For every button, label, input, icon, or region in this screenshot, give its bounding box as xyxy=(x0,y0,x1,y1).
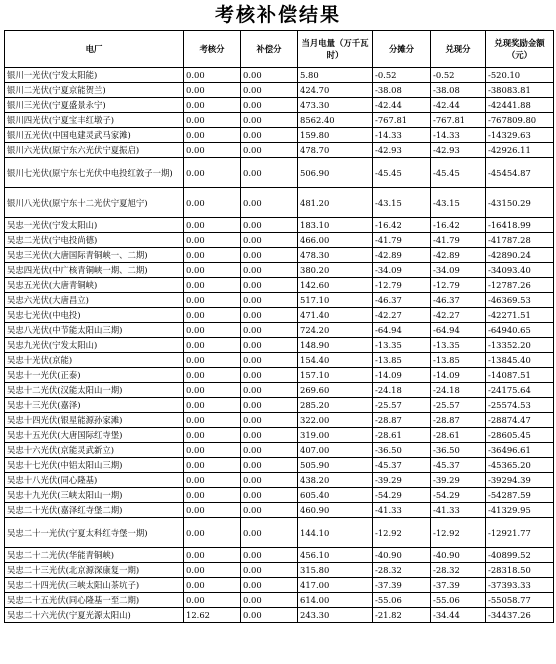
settled-score-cell: -46.37 xyxy=(431,293,486,308)
allocated-score-cell: -28.87 xyxy=(373,413,431,428)
table-body xyxy=(5,68,554,623)
table-row xyxy=(5,608,554,623)
assessment-score-cell: 0.00 xyxy=(184,158,241,188)
plant-name-cell: 吴忠二十一光伏(宁夏太科红寺堡一期) xyxy=(5,518,184,548)
plant-name-cell: 吴忠五光伏(大唐青铜峡) xyxy=(5,278,184,293)
reward-amount-cell: -34437.26 xyxy=(486,608,554,623)
reward-amount-cell: -520.10 xyxy=(486,68,554,83)
monthly-energy-cell: 481.20 xyxy=(298,188,373,218)
table-row xyxy=(5,458,554,473)
reward-amount-cell: -25574.53 xyxy=(486,398,554,413)
table-row xyxy=(5,323,554,338)
allocated-score-cell: -43.15 xyxy=(373,188,431,218)
assessment-score-cell: 0.00 xyxy=(184,293,241,308)
assessment-score-cell: 0.00 xyxy=(184,368,241,383)
compensation-score-cell: 0.00 xyxy=(241,263,298,278)
monthly-energy-cell: 157.10 xyxy=(298,368,373,383)
reward-amount-cell: -28874.47 xyxy=(486,413,554,428)
table-row xyxy=(5,548,554,563)
settled-score-cell: -28.61 xyxy=(431,428,486,443)
plant-name-cell: 吴忠四光伏(中广核青铜峡一期、二期) xyxy=(5,263,184,278)
compensation-score-cell: 0.00 xyxy=(241,353,298,368)
settled-score-cell: -54.29 xyxy=(431,488,486,503)
table-row xyxy=(5,398,554,413)
reward-amount-cell: -28318.50 xyxy=(486,563,554,578)
settled-score-cell: -14.33 xyxy=(431,128,486,143)
allocated-score-cell: -767.81 xyxy=(373,113,431,128)
reward-amount-cell: -41787.28 xyxy=(486,233,554,248)
compensation-score-cell: 0.00 xyxy=(241,548,298,563)
compensation-score-cell: 0.00 xyxy=(241,503,298,518)
reward-amount-cell: -13352.20 xyxy=(486,338,554,353)
monthly-energy-cell: 142.60 xyxy=(298,278,373,293)
allocated-score-cell: -13.35 xyxy=(373,338,431,353)
reward-amount-cell: -767809.80 xyxy=(486,113,554,128)
monthly-energy-cell: 605.40 xyxy=(298,488,373,503)
table-row xyxy=(5,263,554,278)
settled-score-cell: -767.81 xyxy=(431,113,486,128)
plant-name-cell: 吴忠二十五光伏(同心隆基一至二期) xyxy=(5,593,184,608)
assessment-score-cell: 0.00 xyxy=(184,128,241,143)
allocated-score-cell: -55.06 xyxy=(373,593,431,608)
monthly-energy-cell: 614.00 xyxy=(298,593,373,608)
compensation-score-cell: 0.00 xyxy=(241,158,298,188)
assessment-score-cell: 0.00 xyxy=(184,503,241,518)
plant-name-cell: 吴忠七光伏(中电投) xyxy=(5,308,184,323)
monthly-energy-cell: 473.30 xyxy=(298,98,373,113)
compensation-score-cell: 0.00 xyxy=(241,143,298,158)
settled-score-cell: -14.09 xyxy=(431,368,486,383)
compensation-score-cell: 0.00 xyxy=(241,83,298,98)
plant-name-cell: 吴忠十四光伏(银星能源孙家滩) xyxy=(5,413,184,428)
monthly-energy-cell: 460.90 xyxy=(298,503,373,518)
monthly-energy-cell: 724.20 xyxy=(298,323,373,338)
allocated-score-cell: -25.57 xyxy=(373,398,431,413)
monthly-energy-cell: 407.00 xyxy=(298,443,373,458)
settled-score-cell: -37.39 xyxy=(431,578,486,593)
assessment-score-cell: 0.00 xyxy=(184,428,241,443)
table-row xyxy=(5,188,554,218)
table-row xyxy=(5,503,554,518)
settled-score-cell: -43.15 xyxy=(431,188,486,218)
settled-score-cell: -28.87 xyxy=(431,413,486,428)
monthly-energy-cell: 417.00 xyxy=(298,578,373,593)
allocated-score-cell: -14.33 xyxy=(373,128,431,143)
settled-score-cell: -28.32 xyxy=(431,563,486,578)
settled-score-cell: -36.50 xyxy=(431,443,486,458)
compensation-score-cell: 0.00 xyxy=(241,593,298,608)
assessment-score-cell: 0.00 xyxy=(184,68,241,83)
table-row xyxy=(5,278,554,293)
reward-amount-cell: -36496.61 xyxy=(486,443,554,458)
plant-name-cell: 吴忠二十二光伏(华能青铜峡) xyxy=(5,548,184,563)
assessment-score-cell: 0.00 xyxy=(184,443,241,458)
settled-score-cell: -41.79 xyxy=(431,233,486,248)
reward-amount-cell: -42441.88 xyxy=(486,98,554,113)
monthly-energy-cell: 506.90 xyxy=(298,158,373,188)
plant-name-cell: 吴忠十光伏(京能) xyxy=(5,353,184,368)
assessment-score-cell: 0.00 xyxy=(184,218,241,233)
assessment-score-cell: 0.00 xyxy=(184,188,241,218)
reward-amount-cell: -14329.63 xyxy=(486,128,554,143)
header-monthly-energy: 当月电量（万千瓦时） xyxy=(298,31,373,68)
reward-amount-cell: -41329.95 xyxy=(486,503,554,518)
assessment-score-cell: 0.00 xyxy=(184,263,241,278)
monthly-energy-cell: 269.60 xyxy=(298,383,373,398)
plant-name-cell: 吴忠二十四光伏(三峡太阳山茶坑子) xyxy=(5,578,184,593)
reward-amount-cell: -34093.40 xyxy=(486,263,554,278)
monthly-energy-cell: 380.20 xyxy=(298,263,373,278)
plant-name-cell: 银川三光伏(宁夏盛景永宁) xyxy=(5,98,184,113)
reward-amount-cell: -16418.99 xyxy=(486,218,554,233)
reward-amount-cell: -40899.52 xyxy=(486,548,554,563)
plant-name-cell: 吴忠十七光伏(中铝太阳山三期) xyxy=(5,458,184,473)
table-row xyxy=(5,353,554,368)
reward-amount-cell: -55058.77 xyxy=(486,593,554,608)
table-row xyxy=(5,68,554,83)
assessment-score-cell: 0.00 xyxy=(184,488,241,503)
reward-amount-cell: -37393.33 xyxy=(486,578,554,593)
reward-amount-cell: -28605.45 xyxy=(486,428,554,443)
reward-amount-cell: -14087.51 xyxy=(486,368,554,383)
settled-score-cell: -40.90 xyxy=(431,548,486,563)
allocated-score-cell: -40.90 xyxy=(373,548,431,563)
compensation-score-cell: 0.00 xyxy=(241,98,298,113)
monthly-energy-cell: 456.10 xyxy=(298,548,373,563)
allocated-score-cell: -38.08 xyxy=(373,83,431,98)
monthly-energy-cell: 517.10 xyxy=(298,293,373,308)
assessment-score-cell: 0.00 xyxy=(184,353,241,368)
table-row xyxy=(5,233,554,248)
table-row xyxy=(5,428,554,443)
table-row xyxy=(5,563,554,578)
compensation-score-cell: 0.00 xyxy=(241,578,298,593)
compensation-score-cell: 0.00 xyxy=(241,323,298,338)
reward-amount-cell: -12787.26 xyxy=(486,278,554,293)
monthly-energy-cell: 159.80 xyxy=(298,128,373,143)
assessment-score-cell: 0.00 xyxy=(184,98,241,113)
plant-name-cell: 吴忠六光伏(大唐昌立) xyxy=(5,293,184,308)
assessment-score-cell: 0.00 xyxy=(184,338,241,353)
reward-amount-cell: -42271.51 xyxy=(486,308,554,323)
header-allocated-score: 分摊分 xyxy=(373,31,431,68)
plant-name-cell: 吴忠八光伏(中节能太阳山三期) xyxy=(5,323,184,338)
compensation-score-cell: 0.00 xyxy=(241,233,298,248)
monthly-energy-cell: 154.40 xyxy=(298,353,373,368)
plant-name-cell: 银川一光伏(宁发太阳能) xyxy=(5,68,184,83)
settled-score-cell: -16.42 xyxy=(431,218,486,233)
assessment-score-cell: 0.00 xyxy=(184,458,241,473)
table-row xyxy=(5,383,554,398)
header-plant: 电厂 xyxy=(5,31,184,68)
table-row xyxy=(5,293,554,308)
plant-name-cell: 吴忠二十光伏(嘉泽红寺堡二期) xyxy=(5,503,184,518)
compensation-score-cell: 0.00 xyxy=(241,443,298,458)
assessment-score-cell: 0.00 xyxy=(184,233,241,248)
plant-name-cell: 吴忠二十三光伏(北京源深康复一期) xyxy=(5,563,184,578)
settled-score-cell: -38.08 xyxy=(431,83,486,98)
compensation-score-cell: 0.00 xyxy=(241,113,298,128)
compensation-score-cell: 0.00 xyxy=(241,218,298,233)
settled-score-cell: -0.52 xyxy=(431,68,486,83)
table-row xyxy=(5,488,554,503)
plant-name-cell: 吴忠二十六光伏(宁夏光源太阳山) xyxy=(5,608,184,623)
reward-amount-cell: -54287.59 xyxy=(486,488,554,503)
settled-score-cell: -12.79 xyxy=(431,278,486,293)
plant-name-cell: 吴忠十二光伏(汉能太阳山一期) xyxy=(5,383,184,398)
assessment-score-cell: 0.00 xyxy=(184,143,241,158)
table-row xyxy=(5,143,554,158)
plant-name-cell: 银川六光伏(原宁东六光伏宁夏振启) xyxy=(5,143,184,158)
allocated-score-cell: -41.33 xyxy=(373,503,431,518)
allocated-score-cell: -34.09 xyxy=(373,263,431,278)
reward-amount-cell: -45454.87 xyxy=(486,158,554,188)
settled-score-cell: -41.33 xyxy=(431,503,486,518)
reward-amount-cell: -46369.53 xyxy=(486,293,554,308)
settled-score-cell: -39.29 xyxy=(431,473,486,488)
settled-score-cell: -34.44 xyxy=(431,608,486,623)
allocated-score-cell: -54.29 xyxy=(373,488,431,503)
compensation-score-cell: 0.00 xyxy=(241,518,298,548)
allocated-score-cell: -64.94 xyxy=(373,323,431,338)
allocated-score-cell: -21.82 xyxy=(373,608,431,623)
assessment-score-cell: 0.00 xyxy=(184,308,241,323)
plant-name-cell: 银川二光伏(宁夏京能贺兰) xyxy=(5,83,184,98)
settled-score-cell: -42.89 xyxy=(431,248,486,263)
table-row xyxy=(5,413,554,428)
assessment-score-cell: 0.00 xyxy=(184,473,241,488)
plant-name-cell: 银川五光伏(中国电建灵武马家滩) xyxy=(5,128,184,143)
reward-amount-cell: -64940.65 xyxy=(486,323,554,338)
settled-score-cell: -42.93 xyxy=(431,143,486,158)
reward-amount-cell: -24175.64 xyxy=(486,383,554,398)
compensation-score-cell: 0.00 xyxy=(241,293,298,308)
settled-score-cell: -25.57 xyxy=(431,398,486,413)
compensation-score-cell: 0.00 xyxy=(241,428,298,443)
compensation-score-cell: 0.00 xyxy=(241,458,298,473)
assessment-score-cell: 0.00 xyxy=(184,578,241,593)
reward-amount-cell: -13845.40 xyxy=(486,353,554,368)
allocated-score-cell: -39.29 xyxy=(373,473,431,488)
header-settled-score: 兑现分 xyxy=(431,31,486,68)
monthly-energy-cell: 8562.40 xyxy=(298,113,373,128)
monthly-energy-cell: 478.70 xyxy=(298,143,373,158)
table-row xyxy=(5,113,554,128)
allocated-score-cell: -45.45 xyxy=(373,158,431,188)
monthly-energy-cell: 148.90 xyxy=(298,338,373,353)
settled-score-cell: -45.37 xyxy=(431,458,486,473)
monthly-energy-cell: 144.10 xyxy=(298,518,373,548)
plant-name-cell: 吴忠三光伏(大唐国际青铜峡一、二期) xyxy=(5,248,184,263)
allocated-score-cell: -42.27 xyxy=(373,308,431,323)
plant-name-cell: 银川四光伏(宁夏宝丰红墩子) xyxy=(5,113,184,128)
plant-name-cell: 吴忠十八光伏(同心隆基) xyxy=(5,473,184,488)
allocated-score-cell: -13.85 xyxy=(373,353,431,368)
plant-name-cell: 银川七光伏(原宁东七光伏中电投红敦子一期) xyxy=(5,158,184,188)
compensation-score-cell: 0.00 xyxy=(241,278,298,293)
table-row xyxy=(5,218,554,233)
compensation-score-cell: 0.00 xyxy=(241,608,298,623)
settled-score-cell: -24.18 xyxy=(431,383,486,398)
allocated-score-cell: -42.44 xyxy=(373,98,431,113)
reward-amount-cell: -39294.39 xyxy=(486,473,554,488)
assessment-score-cell: 0.00 xyxy=(184,518,241,548)
monthly-energy-cell: 243.30 xyxy=(298,608,373,623)
reward-amount-cell: -42926.11 xyxy=(486,143,554,158)
compensation-score-cell: 0.00 xyxy=(241,413,298,428)
compensation-score-cell: 0.00 xyxy=(241,248,298,263)
assessment-score-cell: 0.00 xyxy=(184,563,241,578)
assessment-score-cell: 0.00 xyxy=(184,248,241,263)
compensation-score-cell: 0.00 xyxy=(241,368,298,383)
assessment-score-cell: 12.62 xyxy=(184,608,241,623)
settled-score-cell: -12.92 xyxy=(431,518,486,548)
table-row xyxy=(5,473,554,488)
settled-score-cell: -42.27 xyxy=(431,308,486,323)
monthly-energy-cell: 466.00 xyxy=(298,233,373,248)
monthly-energy-cell: 183.10 xyxy=(298,218,373,233)
plant-name-cell: 吴忠十六光伏(京能灵武新立) xyxy=(5,443,184,458)
table-row xyxy=(5,248,554,263)
plant-name-cell: 吴忠一光伏(宁发太阳山) xyxy=(5,218,184,233)
monthly-energy-cell: 424.70 xyxy=(298,83,373,98)
plant-name-cell: 吴忠二光伏(宁电投尚德) xyxy=(5,233,184,248)
assessment-score-cell: 0.00 xyxy=(184,278,241,293)
allocated-score-cell: -41.79 xyxy=(373,233,431,248)
compensation-score-cell: 0.00 xyxy=(241,308,298,323)
allocated-score-cell: -12.92 xyxy=(373,518,431,548)
compensation-score-cell: 0.00 xyxy=(241,128,298,143)
monthly-energy-cell: 478.30 xyxy=(298,248,373,263)
settled-score-cell: -45.45 xyxy=(431,158,486,188)
allocated-score-cell: -45.37 xyxy=(373,458,431,473)
compensation-score-cell: 0.00 xyxy=(241,398,298,413)
settled-score-cell: -55.06 xyxy=(431,593,486,608)
plant-name-cell: 吴忠十三光伏(嘉泽) xyxy=(5,398,184,413)
page-title: 考核补偿结果 xyxy=(214,4,341,26)
reward-amount-cell: -38083.81 xyxy=(486,83,554,98)
settled-score-cell: -64.94 xyxy=(431,323,486,338)
table-row xyxy=(5,308,554,323)
compensation-score-cell: 0.00 xyxy=(241,488,298,503)
compensation-score-cell: 0.00 xyxy=(241,188,298,218)
allocated-score-cell: -36.50 xyxy=(373,443,431,458)
table-row xyxy=(5,518,554,548)
reward-amount-cell: -43150.29 xyxy=(486,188,554,218)
header-reward-amount: 兑现奖励金额（元） xyxy=(486,31,554,68)
plant-name-cell: 银川八光伏(原宁东十二光伏宁夏旭宁) xyxy=(5,188,184,218)
plant-name-cell: 吴忠十五光伏(大唐国际红寺堡) xyxy=(5,428,184,443)
assessment-score-cell: 0.00 xyxy=(184,593,241,608)
compensation-score-cell: 0.00 xyxy=(241,338,298,353)
settled-score-cell: -34.09 xyxy=(431,263,486,278)
assessment-score-cell: 0.00 xyxy=(184,398,241,413)
monthly-energy-cell: 315.80 xyxy=(298,563,373,578)
allocated-score-cell: -24.18 xyxy=(373,383,431,398)
reward-amount-cell: -12921.77 xyxy=(486,518,554,548)
reward-amount-cell: -42890.24 xyxy=(486,248,554,263)
assessment-score-cell: 0.00 xyxy=(184,323,241,338)
monthly-energy-cell: 505.90 xyxy=(298,458,373,473)
table-row xyxy=(5,578,554,593)
compensation-score-cell: 0.00 xyxy=(241,563,298,578)
assessment-score-cell: 0.00 xyxy=(184,413,241,428)
allocated-score-cell: -12.79 xyxy=(373,278,431,293)
allocated-score-cell: -42.89 xyxy=(373,248,431,263)
monthly-energy-cell: 471.40 xyxy=(298,308,373,323)
allocated-score-cell: -37.39 xyxy=(373,578,431,593)
compensation-score-cell: 0.00 xyxy=(241,68,298,83)
monthly-energy-cell: 5.80 xyxy=(298,68,373,83)
table-row xyxy=(5,338,554,353)
assessment-score-cell: 0.00 xyxy=(184,113,241,128)
allocated-score-cell: -28.61 xyxy=(373,428,431,443)
settled-score-cell: -13.85 xyxy=(431,353,486,368)
plant-name-cell: 吴忠十九光伏(三峡太阳山一期) xyxy=(5,488,184,503)
allocated-score-cell: -42.93 xyxy=(373,143,431,158)
allocated-score-cell: -46.37 xyxy=(373,293,431,308)
header-assessment-score: 考核分 xyxy=(184,31,241,68)
compensation-table xyxy=(4,30,554,623)
header-compensation-score: 补偿分 xyxy=(241,31,298,68)
compensation-score-cell: 0.00 xyxy=(241,383,298,398)
table-row xyxy=(5,158,554,188)
table-row xyxy=(5,83,554,98)
settled-score-cell: -42.44 xyxy=(431,98,486,113)
table-row xyxy=(5,443,554,458)
plant-name-cell: 吴忠九光伏(宁发太阳山) xyxy=(5,338,184,353)
compensation-score-cell: 0.00 xyxy=(241,473,298,488)
header-row xyxy=(5,31,554,68)
settled-score-cell: -13.35 xyxy=(431,338,486,353)
assessment-score-cell: 0.00 xyxy=(184,548,241,563)
assessment-score-cell: 0.00 xyxy=(184,83,241,98)
monthly-energy-cell: 319.00 xyxy=(298,428,373,443)
allocated-score-cell: -0.52 xyxy=(373,68,431,83)
table-row xyxy=(5,368,554,383)
table-row xyxy=(5,98,554,113)
monthly-energy-cell: 285.20 xyxy=(298,398,373,413)
allocated-score-cell: -28.32 xyxy=(373,563,431,578)
plant-name-cell: 吴忠十一光伏(正泰) xyxy=(5,368,184,383)
reward-amount-cell: -45365.20 xyxy=(486,458,554,473)
table-row xyxy=(5,128,554,143)
monthly-energy-cell: 438.20 xyxy=(298,473,373,488)
allocated-score-cell: -14.09 xyxy=(373,368,431,383)
table-row xyxy=(5,593,554,608)
assessment-score-cell: 0.00 xyxy=(184,383,241,398)
monthly-energy-cell: 322.00 xyxy=(298,413,373,428)
allocated-score-cell: -16.42 xyxy=(373,218,431,233)
